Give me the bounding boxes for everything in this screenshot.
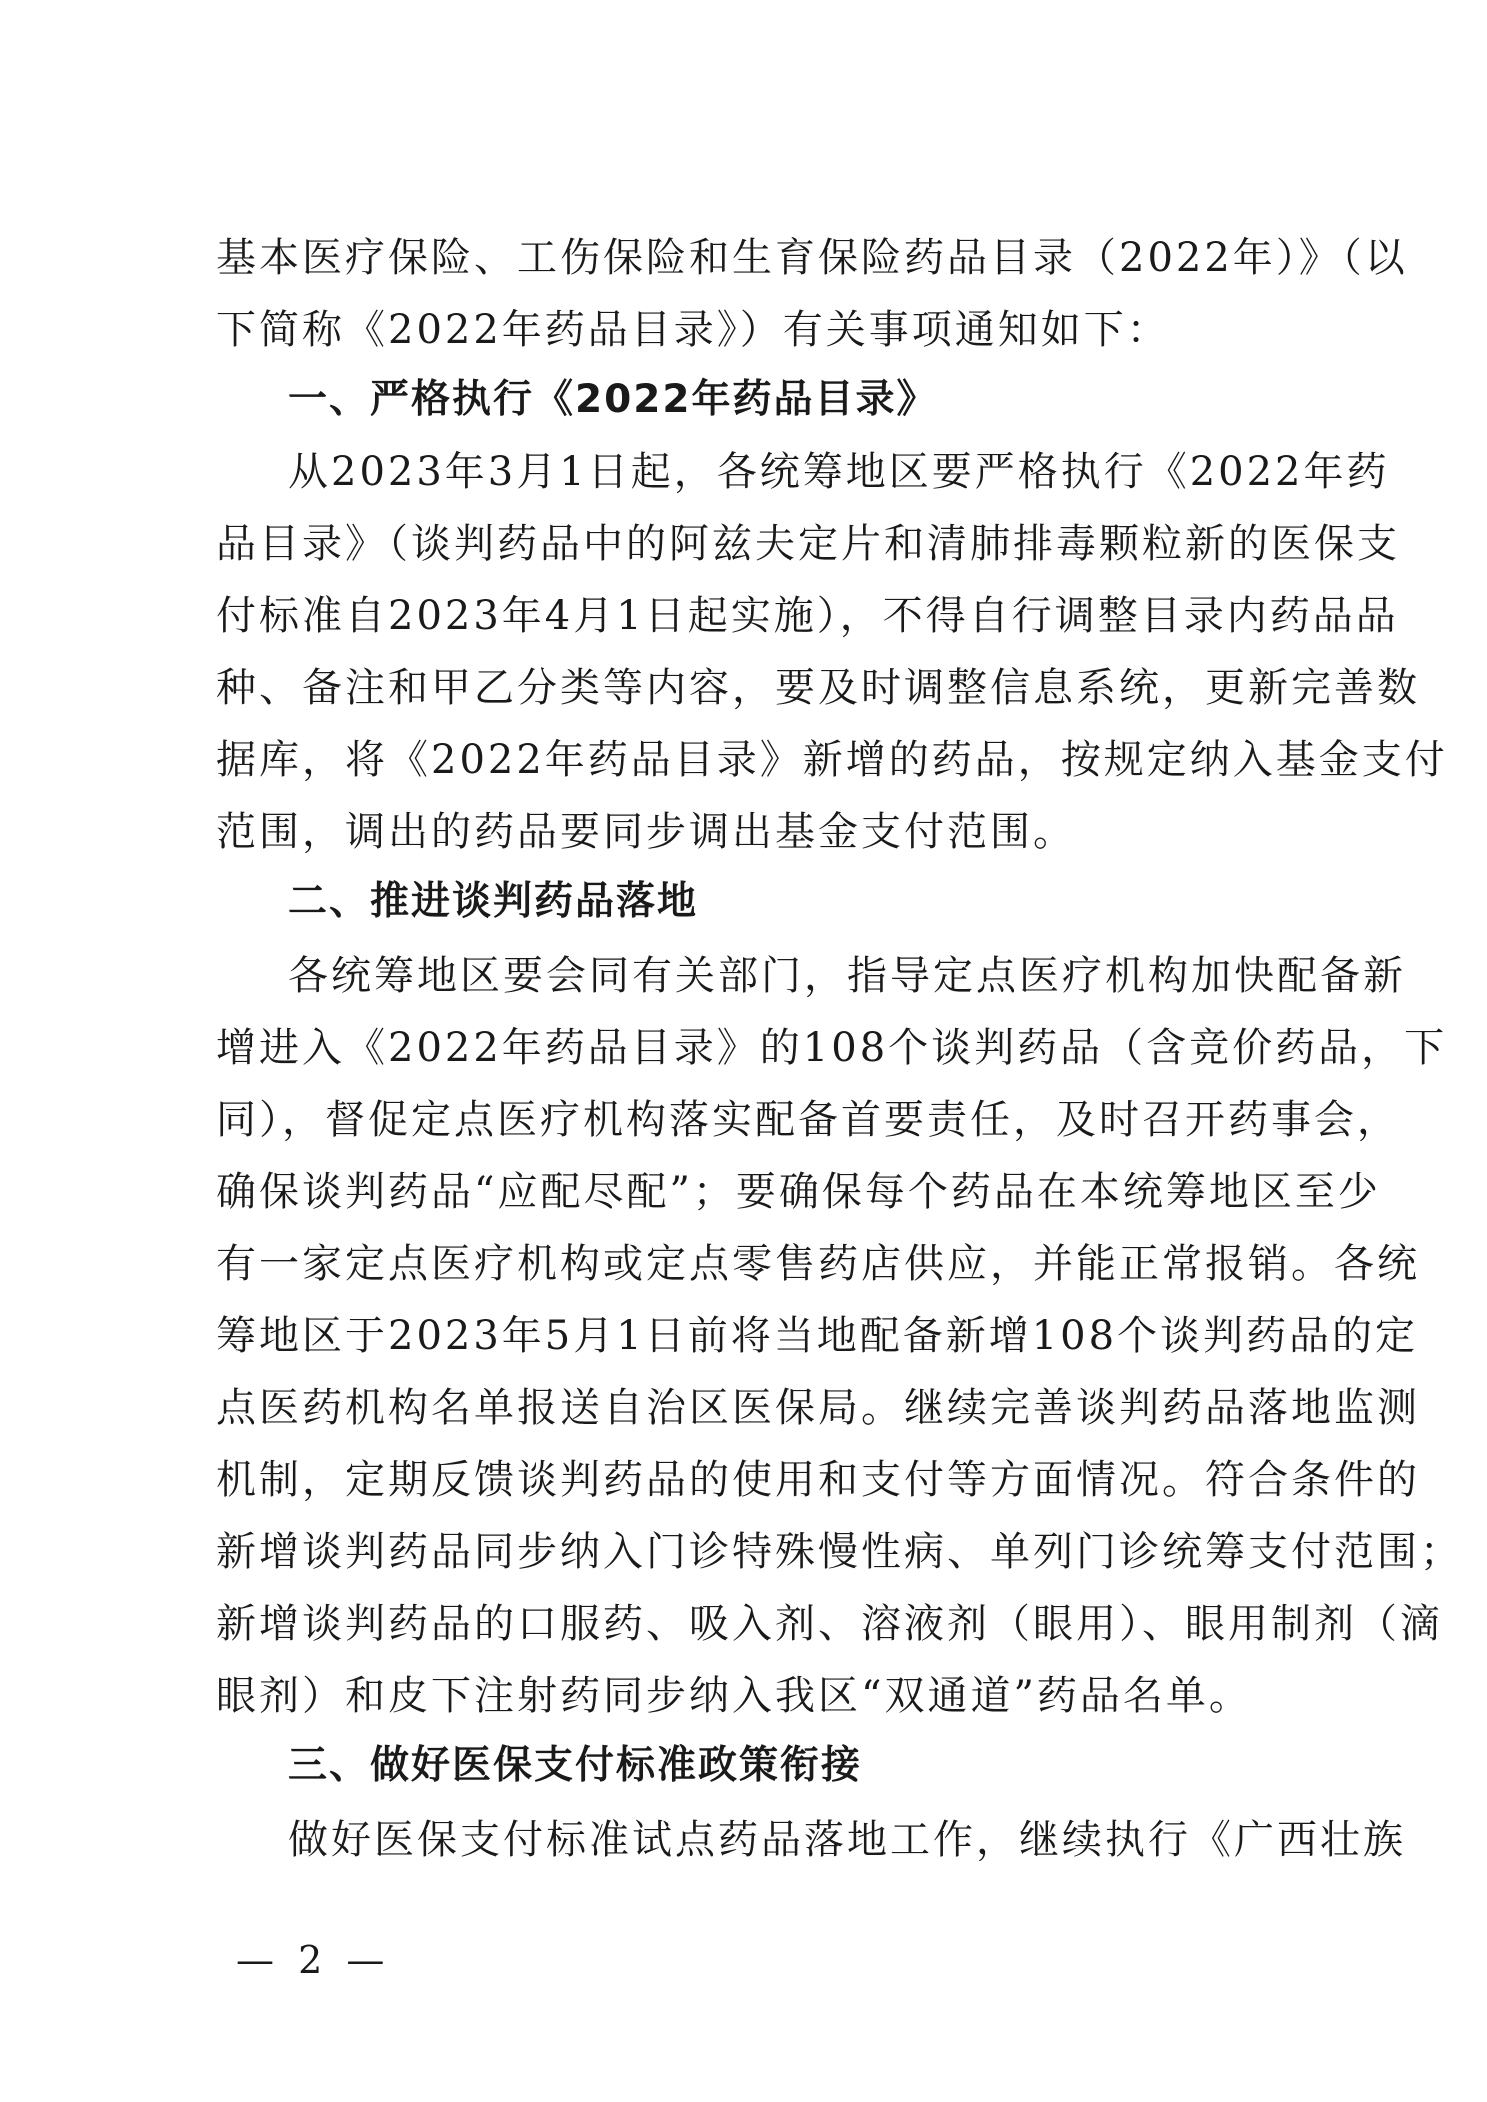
- body-text-line: 点医药机构名单报送自治区医保局。继续完善谈判药品落地监测: [216, 1385, 1420, 1431]
- body-text-line: 付标准自2023年4月1日起实施），不得自行调整目录内药品品: [216, 593, 1399, 639]
- body-text-line: 确保谈判药品“应配尽配”；要确保每个药品在本统筹地区至少: [216, 1169, 1381, 1215]
- body-text-line: 据库，将《2022年药品目录》新增的药品，按规定纳入基金支付: [216, 737, 1448, 783]
- body-text-line: 新增谈判药品同步纳入门诊特殊慢性病、单列门诊统筹支付范围；: [216, 1529, 1463, 1575]
- body-text-line: 种、备注和甲乙分类等内容，要及时调整信息系统，更新完善数: [216, 665, 1420, 711]
- section-heading: 二、推进谈判药品落地: [288, 879, 699, 924]
- body-text-line: 眼剂）和皮下注射药同步纳入我区“双通道”药品名单。: [216, 1673, 1252, 1719]
- body-text-line: 机制，定期反馈谈判药品的使用和支付等方面情况。符合条件的: [216, 1457, 1420, 1503]
- body-text-line: 范围，调出的药品要同步调出基金支付范围。: [216, 809, 1076, 855]
- body-text-line: 同），督促定点医疗机构落实配备首要责任，及时召开药事会，: [216, 1097, 1400, 1143]
- body-text-line: 各统筹地区要会同有关部门，指导定点医疗机构加快配备新: [288, 953, 1406, 999]
- body-text-line: 基本医疗保险、工伤保险和生育保险药品目录（2022年）》（以: [216, 235, 1408, 281]
- body-text-line: 有一家定点医疗机构或定点零售药店供应，并能正常报销。各统: [216, 1241, 1420, 1287]
- body-text-line: 做好医保支付标准试点药品落地工作，继续执行《广西壮族: [288, 1817, 1406, 1863]
- section-heading: 三、做好医保支付标准政策衔接: [288, 1743, 863, 1788]
- body-text-line: 筹地区于2023年5月1日前将当地配备新增108个谈判药品的定: [216, 1313, 1419, 1359]
- body-text-line: 品目录》（谈判药品中的阿兹夫定片和清肺排毒颗粒新的医保支: [216, 521, 1400, 567]
- body-text-line: 新增谈判药品的口服药、吸入剂、溶液剂（眼用）、眼用制剂（滴: [216, 1601, 1443, 1647]
- body-text-line: 增进入《2022年药品目录》的108个谈判药品（含竞价药品，下: [216, 1025, 1448, 1071]
- section-heading: 一、严格执行《2022年药品目录》: [288, 377, 938, 422]
- body-text-line: 从2023年3月1日起，各统筹地区要严格执行《2022年药: [288, 449, 1390, 495]
- body-text-line: 下简称《2022年药品目录》）有关事项通知如下：: [216, 307, 1170, 353]
- page-number: — 2 —: [236, 1938, 391, 1982]
